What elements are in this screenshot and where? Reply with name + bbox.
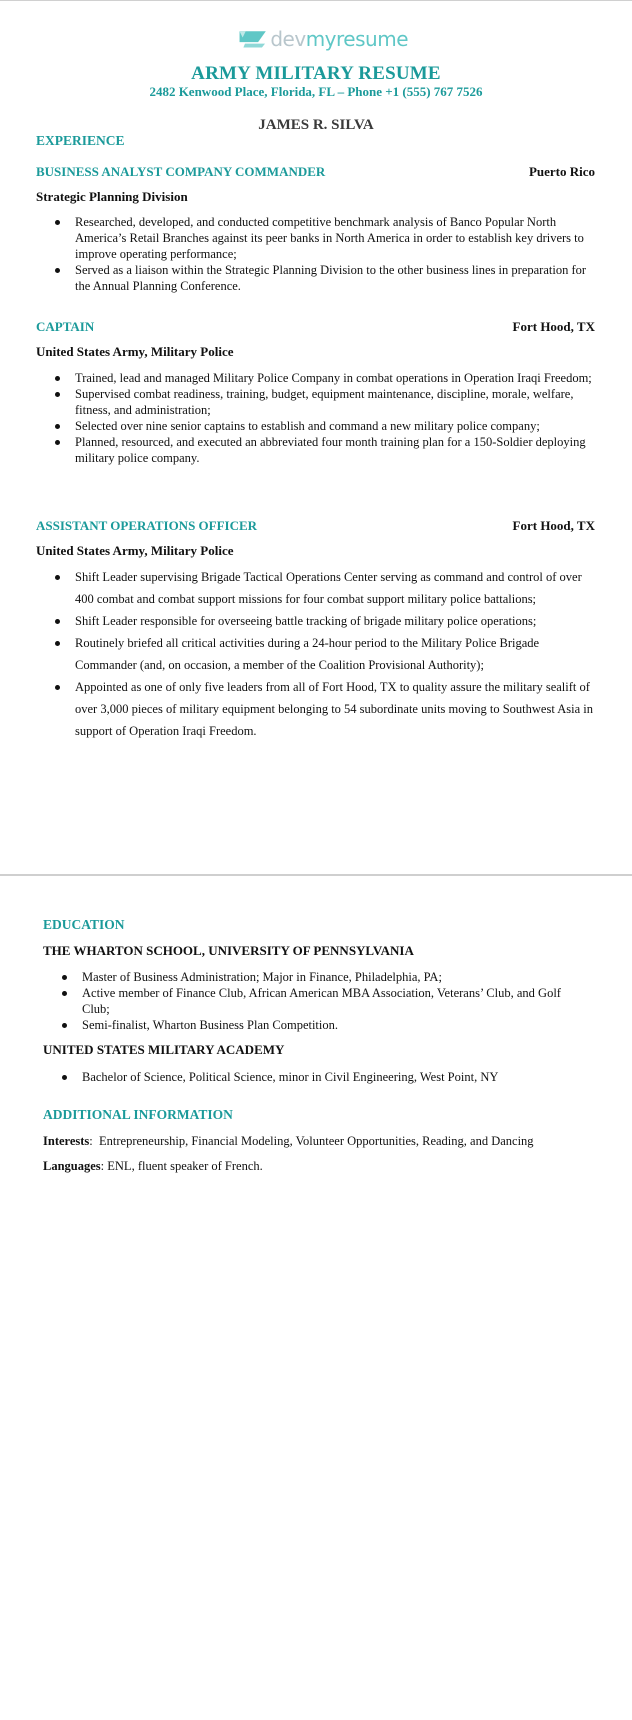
job-bullets-3 [36,566,596,742]
job-title-1: BUSINESS ANALYST COMPANY COMMANDER [36,164,326,179]
list-item: Served as a liaison within the Strategic Planning Division to the other business lines in preparation for the Annual Planning Conference. [36,262,596,294]
page-top-border [0,0,632,1]
interests-separator: : [89,1134,100,1148]
list-item: Appointed as one of only five leaders from all of Fort Hood, TX to quality assure the military sealift of over 3,000 pieces of military equipment belonging to 54 subordinate units moving to Southwest Asia in support of Operation Iraqi Freedom. [36,676,596,742]
job-bullets-2 [36,370,596,466]
devmyresume-logo [238,24,408,54]
school-name-1: THE WHARTON SCHOOL, UNIVERSITY OF PENNSYLVANIA [43,943,414,958]
languages-label: Languages [43,1159,101,1173]
contact-address: 2482 Kenwood Place, Florida, FL – Phone +1 (555) 767 7526 [149,84,483,99]
job-location-2: Fort Hood, TX [512,319,595,334]
list-item: Researched, developed, and conducted competitive benchmark analysis of Banco Popular North America’s Retail Branches against its peer banks in North America in order to establish key drivers to improve operating performance; [36,214,596,262]
interests-value: Entrepreneurship, Financial Modeling, Volunteer Opportunities, Reading, and Dancing [99,1134,534,1148]
list-item: Trained, lead and managed Military Police Company in combat operations in Operation Iraqi Freedom; [36,370,596,386]
job-location-1: Puerto Rico [528,164,595,179]
list-item: Active member of Finance Club, African American MBA Association, Veterans’ Club, and Golf Club; [43,985,588,1017]
page-break-divider [0,874,632,876]
interests-line [43,1133,534,1149]
job-location-3: Fort Hood, TX [512,518,595,533]
experience-heading: EXPERIENCE [36,133,125,148]
list-item: Planned, resourced, and executed an abbreviated four month training plan for a 150-Soldier deploying military police company. [36,434,596,466]
list-item: Shift Leader responsible for overseeing battle tracking of brigade military police operations; [36,610,596,632]
list-item: Master of Business Administration; Major in Finance, Philadelphia, PA; [43,969,588,985]
list-item: Semi-finalist, Wharton Business Plan Competition. [43,1017,588,1033]
job-org-2: United States Army, Military Police [36,344,234,359]
logo-text-dev: dev [270,27,306,51]
job-title-2: CAPTAIN [36,319,95,334]
list-item: Shift Leader supervising Brigade Tactical Operations Center serving as command and control of over 400 combat and combat support missions for four combat support military police battalions; [36,566,596,610]
interests-label: Interests [43,1134,90,1148]
list-item: Routinely briefed all critical activities during a 24-hour period to the Military Police Brigade Commander (and, on occasion, a member of the Coalition Provisional Authority); [36,632,596,676]
languages-separator: : [100,1159,108,1173]
languages-line [43,1158,263,1174]
job-bullets-1 [36,214,596,294]
list-item: Supervised combat readiness, training, budget, equipment maintenance, discipline, morale, welfare, fitness, and administration; [36,386,596,418]
logo-mark-icon [238,26,267,52]
school-bullets-2 [43,1069,588,1085]
additional-info-heading: ADDITIONAL INFORMATION [43,1107,233,1122]
list-item: Selected over nine senior captains to establish and command a new military police company; [36,418,596,434]
education-heading: EDUCATION [43,917,125,932]
job-org-3: United States Army, Military Police [36,543,234,558]
list-item: Bachelor of Science, Political Science, minor in Civil Engineering, West Point, NY [43,1069,588,1085]
job-title-3: ASSISTANT OPERATIONS OFFICER [36,518,258,533]
languages-value: ENL, fluent speaker of French. [107,1159,263,1173]
logo-text-myresume: myresume [305,27,408,51]
resume-title: ARMY MILITARY RESUME [191,63,441,84]
job-org-1: Strategic Planning Division [36,189,188,204]
school-name-2: UNITED STATES MILITARY ACADEMY [43,1042,285,1057]
candidate-name: JAMES R. SILVA [258,117,374,133]
logo-wordmark [270,29,408,49]
school-bullets-1 [43,969,588,1033]
